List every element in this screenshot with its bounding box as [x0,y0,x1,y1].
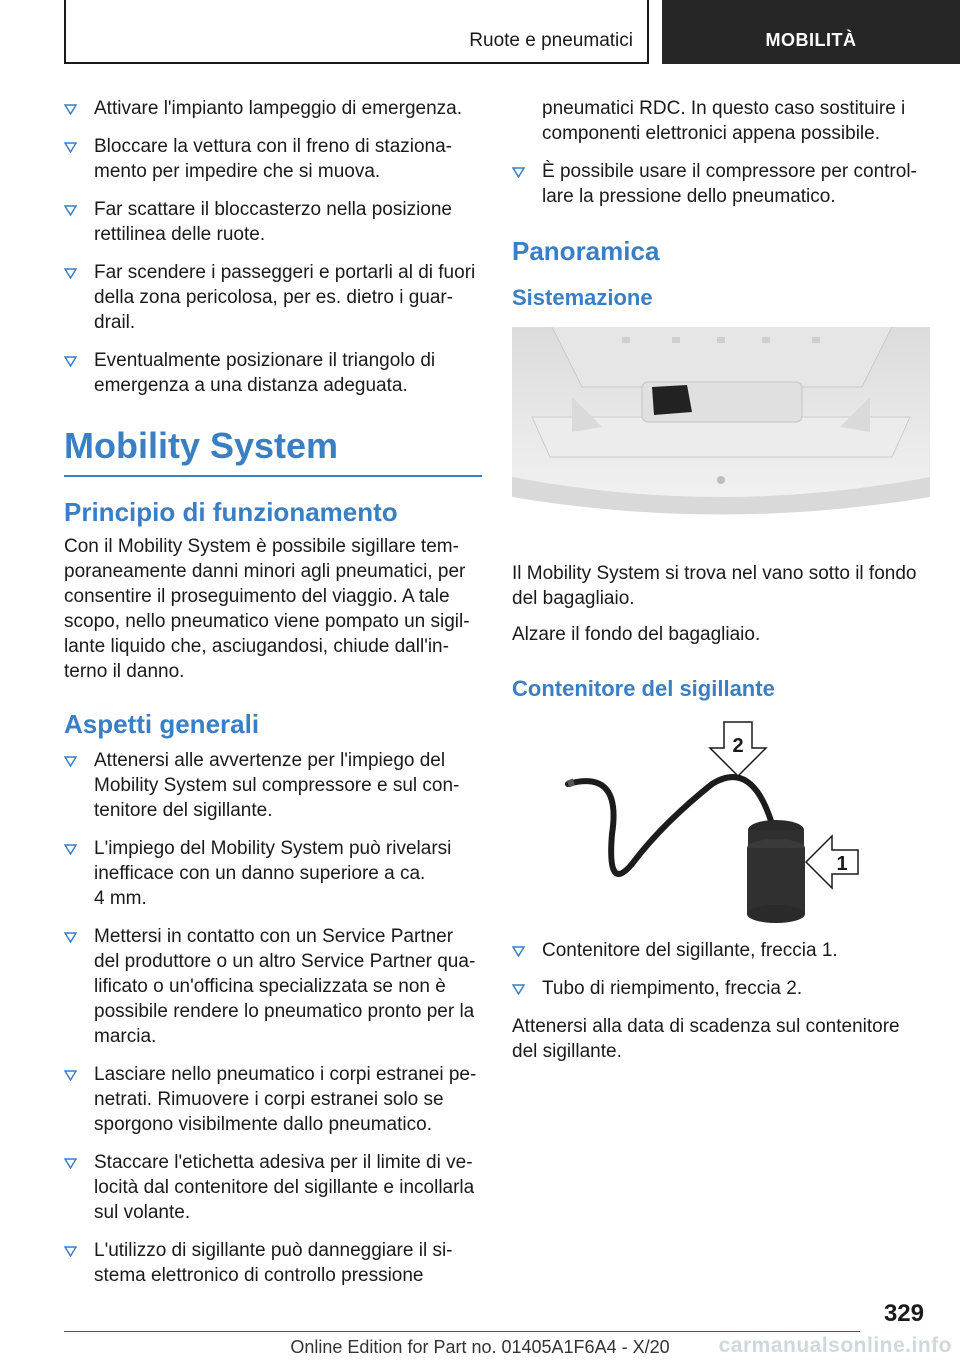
continued-text: pneumatici RDC. In questo caso sostituire i componenti elettronici appena possibile. [542,98,906,144]
bullet-item [64,748,482,823]
heading-overview: Panoramica [512,236,660,266]
bullet-text: È possibile usare il compressore per control- lare la pressione dello pneumatico. [542,161,917,207]
bullet-triangle-icon [64,925,77,943]
footer-divider [64,1331,860,1332]
bullet-text: Tubo di riempimento, freccia 2. [542,978,803,999]
bullet-text: Attenersi alle avvertenze per l'impiego del Mobility System sul compressore e sul con- tenitore del sigillante. [94,750,460,821]
bullet-triangle-icon [64,97,77,115]
arrow-label-1: 1 [836,853,848,875]
bullet-item [64,836,482,911]
bullet-text: Contenitore del sigillante, freccia 1. [542,940,838,961]
left-column [64,96,482,1301]
bullet-item [512,976,930,1001]
expiry-text: Attenersi alla data di scadenza sul contenitore del sigillante. [512,1016,900,1062]
heading-general: Aspetti generali [64,709,260,739]
sealant-container-illustration [512,714,930,924]
bullet-item [64,197,482,247]
bullet-triangle-icon [64,837,77,855]
bullet-item [64,1150,482,1225]
bullet-triangle-icon [64,198,77,216]
section-heading-mobility-system: Mobility System [64,425,482,477]
bullet-triangle-icon [64,1063,77,1081]
bullet-triangle-icon [64,261,77,279]
bullet-triangle-icon [64,1239,77,1257]
bullet-list-container [512,938,930,1001]
principle-text: Con il Mobility System è possibile sigillare tem- poraneamente danni minori agli pneumatici, per consentire il proseguimento del viaggio. A tale scopo, nello pneumatico viene pompato un sigil- lante liquido che, asciugandosi, chiude dall'in- terno il danno. [64,536,470,682]
bullet-item [64,1238,482,1288]
bullet-triangle-icon [512,160,525,178]
chapter-tab: MOBILITÀ [662,0,960,64]
bullet-item [512,159,930,209]
page-number: 329 [883,1300,924,1327]
heading-container: Contenitore del sigillante [512,676,775,701]
bullet-text: Attivare l'impianto lampeggio di emergenza. [94,98,462,119]
bullet-text: Lasciare nello pneumatico i corpi estranei pe- netrati. Rimuovere i corpi estranei solo se sporgono visibilmente dallo pneumatico. [94,1064,477,1135]
bullet-list-safety [64,96,482,398]
right-column [512,96,930,1075]
bullet-triangle-icon [512,939,525,957]
bullet-triangle-icon [512,977,525,995]
bullet-item [64,1062,482,1137]
watermark: carmanualsonline.info [718,1334,952,1357]
storage-text-2: Alzare il fondo del bagagliaio. [512,624,761,645]
bullet-triangle-icon [64,349,77,367]
heading-storage: Sistemazione [512,285,653,310]
bullet-triangle-icon [64,749,77,767]
bullet-text: L'utilizzo di sigillante può danneggiare il si- stema elettronico di controllo pressione [94,1240,453,1286]
trunk-illustration [512,327,930,541]
bullet-item [64,96,482,121]
bullet-item [64,924,482,1049]
bullet-text: Eventualmente posizionare il triangolo di emergenza a una distanza adeguata. [94,350,436,396]
bullet-item [512,938,930,963]
header-section-box [64,0,649,64]
storage-text-1: Il Mobility System si trova nel vano sotto il fondo del bagagliaio. [512,563,917,609]
bullet-text: L'impiego del Mobility System può rivelarsi inefficace con un danno superiore a ca. 4 mm. [94,838,452,909]
bullet-item [64,348,482,398]
bullet-triangle-icon [64,1151,77,1169]
bullet-text: Far scendere i passeggeri e portarli al di fuori della zona pericolosa, per es. dietro i guar- drail. [94,262,476,333]
bullet-text: Far scattare il bloccasterzo nella posizione rettilinea delle ruote. [94,199,453,245]
bullet-text: Bloccare la vettura con il freno di staziona- mento per impedire che si muova. [94,136,453,182]
arrow-label-2: 2 [732,735,744,757]
bullet-list-general [64,748,482,1288]
bullet-item [64,260,482,335]
heading-principle: Principio di funzionamento [64,497,398,527]
section-title: Ruote e pneumatici [469,30,633,51]
bullet-triangle-icon [64,135,77,153]
bullet-text: Staccare l'etichetta adesiva per il limite di ve- locità dal contenitore del sigillante e incollarla sul volante. [94,1152,475,1223]
bullet-text: Mettersi in contatto con un Service Partner del produttore o un altro Service Partner qua- lificato o un'officina specializzata se non è possibile rendere lo pneumatico pronto per la marcia. [94,926,476,1047]
bullet-item [64,134,482,184]
footer-edition: Online Edition for Part no. 01405A1F6A4 - X/20 [290,1337,670,1357]
